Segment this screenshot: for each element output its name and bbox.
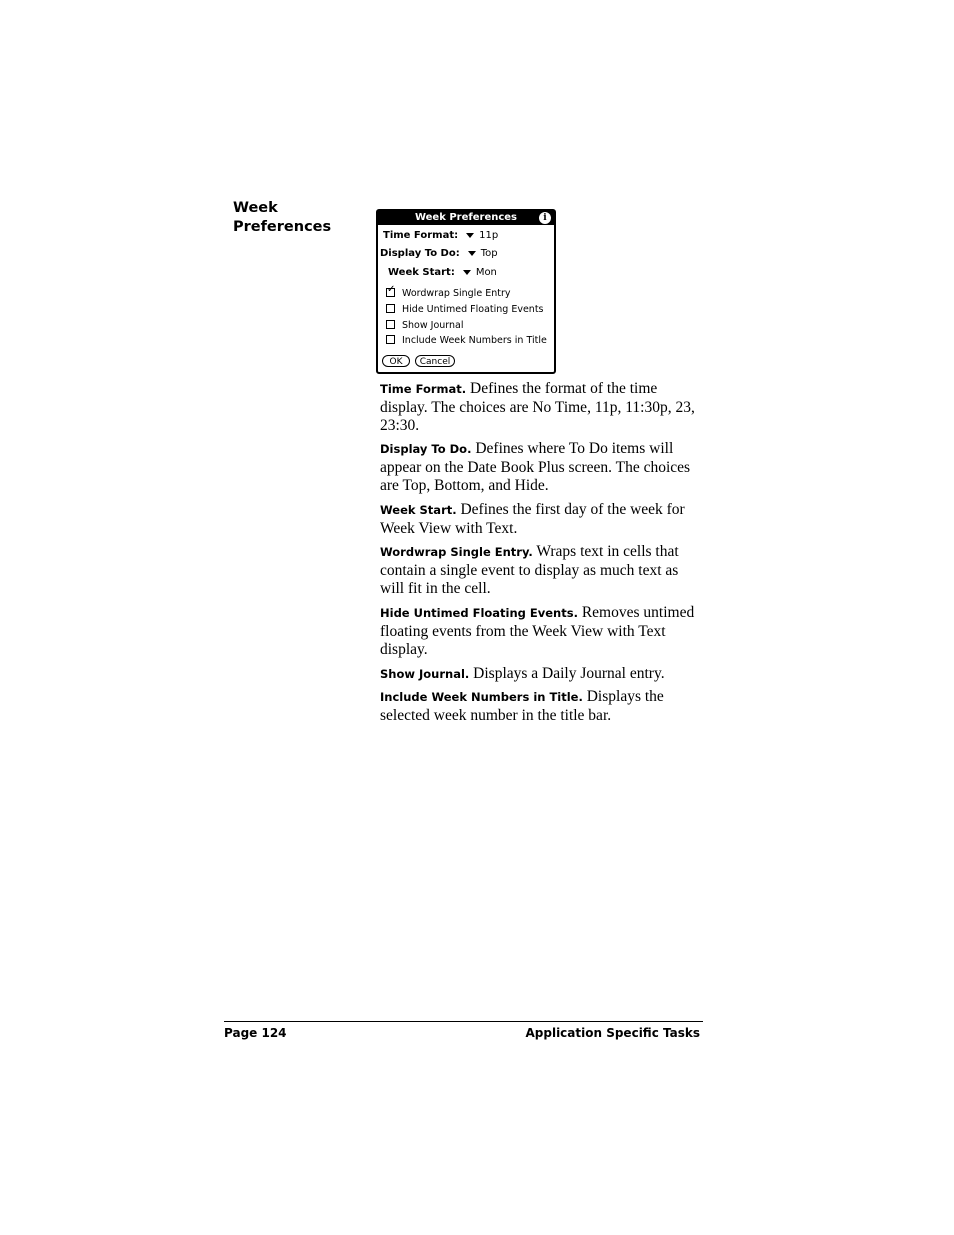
desc-term: Time Format. bbox=[380, 382, 467, 396]
desc-text: Displays a Daily Journal entry. bbox=[469, 665, 665, 682]
display-todo-row bbox=[380, 248, 498, 260]
desc-text: Displays the selected week number in the title bar. bbox=[380, 688, 664, 724]
checkbox-unchecked-icon[interactable] bbox=[386, 304, 395, 313]
desc-term: Wordwrap Single Entry. bbox=[380, 545, 533, 559]
ok-button[interactable]: OK bbox=[382, 355, 410, 367]
page-number: Page 124 bbox=[224, 1026, 287, 1040]
display-todo-value[interactable]: Top bbox=[480, 248, 498, 259]
week-start-value[interactable]: Mon bbox=[475, 267, 497, 278]
week-numbers-label: Include Week Numbers in Title bbox=[402, 335, 547, 346]
week-numbers-checkbox[interactable] bbox=[386, 335, 547, 346]
section-heading-line2: Preferences bbox=[233, 219, 332, 235]
dialog-title-bar bbox=[378, 211, 554, 225]
show-journal-checkbox[interactable] bbox=[386, 320, 464, 331]
week-start-row bbox=[388, 267, 497, 279]
section-heading bbox=[233, 199, 331, 237]
desc-text: Wraps text in cells that contain a single event to display as much text as will fit in the cell. bbox=[380, 543, 679, 597]
time-format-value[interactable]: 11p bbox=[479, 230, 499, 241]
checkbox-checked-icon[interactable] bbox=[386, 288, 395, 297]
dialog-title: Week Preferences bbox=[414, 212, 518, 223]
checkbox-unchecked-icon[interactable] bbox=[386, 335, 395, 344]
desc-text: Defines the format of the time display. The choices are No Time, 11p, 11:30p, 23, 23:30. bbox=[380, 380, 695, 434]
desc-text: Removes untimed floating events from the Week View with Text display. bbox=[380, 604, 695, 658]
display-todo-dropdown-icon[interactable] bbox=[468, 251, 476, 256]
desc-text: Defines the first day of the week for Week View with Text. bbox=[380, 501, 685, 537]
show-journal-label: Show Journal bbox=[402, 320, 464, 331]
wordwrap-checkbox[interactable] bbox=[386, 288, 510, 299]
desc-time-format bbox=[380, 380, 705, 436]
time-format-dropdown-icon[interactable] bbox=[466, 233, 474, 238]
desc-term: Week Start. bbox=[380, 503, 457, 517]
desc-term: Display To Do. bbox=[380, 442, 472, 456]
desc-wordwrap bbox=[380, 543, 705, 599]
chapter-title: Application Specific Tasks bbox=[525, 1026, 700, 1040]
desc-term: Hide Untimed Floating Events. bbox=[380, 606, 578, 620]
time-format-label: Time Format: bbox=[383, 230, 459, 241]
desc-text: Defines where To Do items will appear on the Date Book Plus screen. The choices are Top, Bottom, and Hide. bbox=[380, 440, 691, 494]
week-preferences-dialog bbox=[376, 209, 556, 374]
hide-untimed-label: Hide Untimed Floating Events bbox=[402, 304, 544, 315]
week-start-label: Week Start: bbox=[388, 267, 455, 278]
desc-term: Show Journal. bbox=[380, 667, 470, 681]
desc-display-todo bbox=[380, 440, 705, 496]
section-heading-line1: Week bbox=[233, 200, 278, 216]
info-icon[interactable]: i bbox=[539, 212, 551, 224]
week-start-dropdown-icon[interactable] bbox=[463, 270, 471, 275]
wordwrap-label: Wordwrap Single Entry bbox=[402, 288, 511, 299]
desc-term: Include Week Numbers in Title. bbox=[380, 690, 583, 704]
hide-untimed-checkbox[interactable] bbox=[386, 304, 544, 315]
cancel-button[interactable]: Cancel bbox=[415, 355, 455, 367]
time-format-row bbox=[383, 230, 498, 242]
checkbox-unchecked-icon[interactable] bbox=[386, 320, 395, 329]
footer-rule bbox=[224, 1021, 703, 1022]
desc-hide-untimed bbox=[380, 604, 705, 660]
desc-week-start bbox=[380, 501, 705, 538]
desc-week-numbers bbox=[380, 688, 705, 725]
desc-show-journal bbox=[380, 665, 705, 684]
display-todo-label: Display To Do: bbox=[380, 248, 460, 259]
